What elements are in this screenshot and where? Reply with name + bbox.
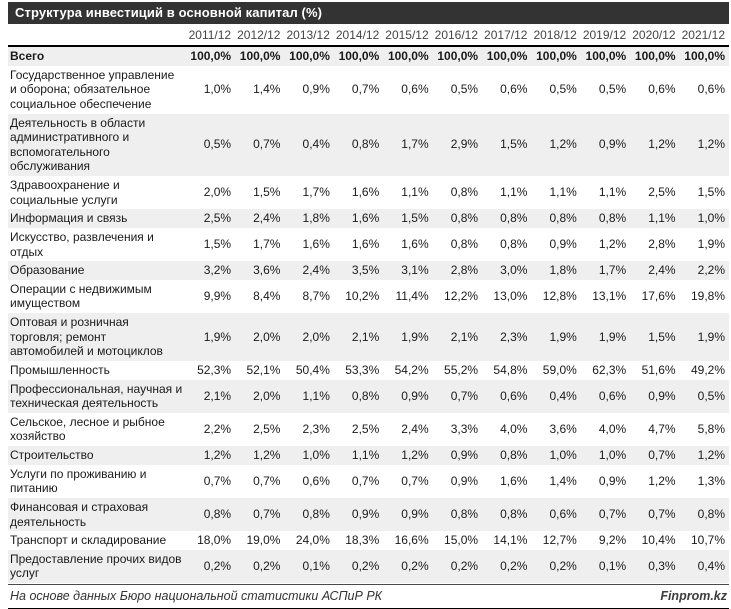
year-header-row <box>8 25 729 46</box>
value-cell: 2,0% <box>253 329 281 344</box>
value-cell: 2,1% <box>203 388 232 403</box>
value-cell: 3,6% <box>253 263 281 278</box>
value-cell: 1,7% <box>598 263 627 278</box>
value-cell: 100,0% <box>585 49 627 63</box>
value-cell: 1,1% <box>401 185 429 200</box>
year-header-cell: 2011/12 <box>187 25 236 46</box>
value-cell: 10,2% <box>345 289 380 304</box>
value-cell: 0,2% <box>253 559 281 574</box>
value-cell: 1,2% <box>648 473 676 488</box>
value-cell: 100,0% <box>437 49 479 63</box>
page-title: Структура инвестиций в основной капитал (%) <box>15 5 323 20</box>
value-cell: 0,9% <box>450 473 479 488</box>
value-cell: 0,6% <box>500 388 528 403</box>
value-cell: 16,6% <box>394 533 429 548</box>
value-cell: 1,6% <box>302 237 330 252</box>
value-cell: 10,4% <box>641 533 676 548</box>
value-cell: 1,3% <box>697 473 725 488</box>
value-cell: 3,6% <box>549 422 577 437</box>
value-cell: 8,4% <box>253 289 281 304</box>
value-cell: 0,5% <box>450 82 479 97</box>
value-cell: 1,1% <box>648 211 676 226</box>
value-cell: 0,7% <box>648 448 676 462</box>
table-row <box>8 531 729 550</box>
value-cell: 0,7% <box>351 82 380 97</box>
table-row <box>8 261 729 280</box>
value-cell: 100,0% <box>684 49 725 63</box>
value-cell: 0,8% <box>450 185 479 200</box>
table-row <box>8 46 729 66</box>
value-cell: 19,0% <box>246 533 281 548</box>
value-cell: 1,1% <box>302 388 330 403</box>
value-cell: 1,2% <box>648 137 676 152</box>
value-cell: 0,6% <box>598 388 627 403</box>
value-cell: 1,5% <box>500 137 528 152</box>
value-cell: 19,8% <box>690 289 725 304</box>
value-cell: 1,8% <box>549 263 577 278</box>
value-cell: 54,8% <box>493 362 528 377</box>
table-row <box>8 413 729 446</box>
value-cell: 54,2% <box>394 362 429 377</box>
year-header-cell: 2013/12 <box>284 25 333 46</box>
value-cell: 15,0% <box>444 533 479 548</box>
table-body <box>8 46 729 583</box>
value-cell: 49,2% <box>690 362 725 377</box>
value-cell: 1,7% <box>253 237 281 252</box>
value-cell: 1,6% <box>351 237 380 252</box>
value-cell: 1,2% <box>253 448 281 462</box>
value-cell: 0,7% <box>450 388 479 403</box>
value-cell: 0,1% <box>598 559 627 574</box>
value-cell: 0,4% <box>302 137 330 152</box>
value-cell: 0,7% <box>253 137 281 152</box>
value-cell: 1,6% <box>401 237 429 252</box>
value-cell: 1,1% <box>549 185 577 200</box>
value-cell: 0,8% <box>500 507 528 522</box>
value-cell: 8,7% <box>302 289 330 304</box>
value-cell: 2,3% <box>500 329 528 344</box>
value-cell: 0,1% <box>302 559 330 574</box>
value-cell: 100,0% <box>190 49 232 63</box>
investment-structure-table <box>8 25 729 583</box>
value-cell: 100,0% <box>338 49 380 63</box>
value-cell: 0,7% <box>401 473 429 488</box>
value-cell: 18,0% <box>197 533 232 548</box>
brand-watermark: Finprom.kz <box>660 589 727 603</box>
value-cell: 1,2% <box>549 137 577 152</box>
value-cell: 0,5% <box>549 82 577 97</box>
value-cell: 9,9% <box>203 289 232 304</box>
value-cell: 2,2% <box>203 422 232 437</box>
value-cell: 1,4% <box>253 82 281 97</box>
table-row <box>8 176 729 209</box>
value-cell: 0,8% <box>203 507 232 522</box>
value-cell: 17,6% <box>641 289 676 304</box>
value-cell: 0,8% <box>549 211 577 226</box>
table-row <box>8 313 729 361</box>
value-cell: 52,3% <box>197 362 232 377</box>
value-cell: 0,2% <box>549 559 577 574</box>
value-cell: 100,0% <box>289 49 330 63</box>
value-cell: 1,5% <box>648 329 676 344</box>
value-cell: 2,9% <box>450 137 479 152</box>
value-cell: 55,2% <box>444 362 479 377</box>
value-cell: 0,8% <box>500 237 528 252</box>
value-cell: 0,6% <box>648 82 676 97</box>
value-cell: 1,1% <box>598 185 627 200</box>
row-label: Предоставление прочих видов услуг <box>10 551 182 581</box>
table-row <box>8 361 729 380</box>
corner-cell <box>8 25 187 46</box>
value-cell: 0,8% <box>351 388 380 403</box>
value-cell: 0,7% <box>203 473 232 488</box>
value-cell: 100,0% <box>387 49 429 63</box>
row-label: Искусство, развлечения и отдых <box>10 229 154 259</box>
value-cell: 51,6% <box>641 362 676 377</box>
value-cell: 4,7% <box>648 422 676 437</box>
value-cell: 1,0% <box>549 448 577 462</box>
value-cell: 1,5% <box>253 185 281 200</box>
row-label: Сельское, лесное и рыбное хозяйство <box>10 414 165 444</box>
row-label: Здравоохранение и социальные услуги <box>10 178 120 207</box>
value-cell: 100,0% <box>634 49 676 63</box>
value-cell: 24,0% <box>295 533 330 548</box>
table-header <box>8 25 729 46</box>
value-cell: 12,8% <box>542 289 577 304</box>
value-cell: 3,3% <box>450 422 479 437</box>
value-cell: 1,2% <box>401 448 429 462</box>
row-label: Оптовая и розничная торговля; ремонт автомобилей и мотоциклов <box>10 315 163 359</box>
value-cell: 2,2% <box>697 263 725 278</box>
value-cell: 2,8% <box>450 263 479 278</box>
value-cell: 1,9% <box>697 237 725 252</box>
value-cell: 0,7% <box>648 507 676 522</box>
value-cell: 2,4% <box>253 211 281 226</box>
row-label: Финансовая и страховая деятельность <box>10 499 149 529</box>
year-header-cell: 2014/12 <box>334 25 383 46</box>
value-cell: 2,0% <box>253 388 281 403</box>
value-cell: 1,9% <box>598 329 627 344</box>
value-cell: 1,6% <box>351 185 380 200</box>
year-header-cell: 2019/12 <box>581 25 630 46</box>
value-cell: 1,6% <box>351 211 380 226</box>
value-cell: 0,4% <box>697 559 725 574</box>
value-cell: 1,2% <box>697 137 725 152</box>
value-cell: 2,0% <box>302 329 330 344</box>
value-cell: 0,6% <box>549 507 577 522</box>
value-cell: 0,7% <box>351 473 380 488</box>
value-cell: 10,7% <box>690 533 725 548</box>
value-cell: 0,6% <box>302 473 330 488</box>
value-cell: 0,5% <box>598 82 627 97</box>
value-cell: 1,7% <box>302 185 330 200</box>
value-cell: 1,8% <box>302 211 330 226</box>
value-cell: 0,9% <box>598 137 627 152</box>
value-cell: 59,0% <box>542 362 577 377</box>
value-cell: 0,6% <box>401 82 429 97</box>
value-cell: 11,4% <box>395 289 429 304</box>
value-cell: 2,1% <box>450 329 479 344</box>
row-label: Профессиональная, научная и техническая деятельность <box>10 381 183 411</box>
value-cell: 2,8% <box>648 237 676 252</box>
table-row <box>8 66 729 114</box>
row-label: Строительство <box>10 448 94 462</box>
footer <box>8 584 729 609</box>
row-label: Деятельность в области административного и вспомогательного обслуживания <box>10 115 146 174</box>
finprom-table-page <box>8 2 729 609</box>
value-cell: 1,9% <box>549 329 577 344</box>
value-cell: 0,2% <box>203 559 232 574</box>
value-cell: 0,8% <box>450 237 479 252</box>
value-cell: 0,8% <box>351 137 380 152</box>
value-cell: 14,1% <box>493 533 528 548</box>
value-cell: 9,2% <box>598 533 627 548</box>
year-header-cell: 2015/12 <box>383 25 432 46</box>
value-cell: 2,5% <box>648 185 676 200</box>
value-cell: 2,5% <box>253 422 281 437</box>
value-cell: 2,0% <box>203 185 232 200</box>
value-cell: 0,6% <box>697 82 725 97</box>
value-cell: 100,0% <box>239 49 281 63</box>
year-header-cell: 2016/12 <box>433 25 482 46</box>
value-cell: 0,5% <box>697 388 725 403</box>
value-cell: 1,2% <box>697 448 725 462</box>
year-header-cell: 2012/12 <box>235 25 284 46</box>
value-cell: 1,5% <box>401 211 429 226</box>
value-cell: 12,7% <box>542 533 577 548</box>
row-label: Промышленность <box>10 362 110 377</box>
value-cell: 0,2% <box>351 559 380 574</box>
value-cell: 0,8% <box>500 448 528 462</box>
source-note: На основе данных Бюро национальной статистики АСПиР РК <box>10 589 383 603</box>
value-cell: 2,4% <box>302 263 330 278</box>
value-cell: 0,3% <box>648 559 676 574</box>
row-label: Услуги по проживанию и питанию <box>10 466 147 496</box>
value-cell: 1,2% <box>598 237 627 252</box>
value-cell: 100,0% <box>486 49 528 63</box>
value-cell: 3,2% <box>203 263 232 278</box>
table-row <box>8 380 729 413</box>
value-cell: 1,0% <box>598 448 627 462</box>
value-cell: 53,3% <box>345 362 380 377</box>
value-cell: 2,4% <box>401 422 429 437</box>
value-cell: 2,5% <box>351 422 380 437</box>
value-cell: 0,6% <box>500 82 528 97</box>
value-cell: 100,0% <box>536 49 577 63</box>
table-row <box>8 114 729 177</box>
value-cell: 2,3% <box>302 422 330 437</box>
value-cell: 1,9% <box>697 329 725 344</box>
value-cell: 0,9% <box>401 388 429 403</box>
value-cell: 0,7% <box>253 473 281 488</box>
value-cell: 18,3% <box>345 533 380 548</box>
value-cell: 1,6% <box>500 473 528 488</box>
value-cell: 0,4% <box>549 388 577 403</box>
value-cell: 3,0% <box>500 263 528 278</box>
value-cell: 0,8% <box>500 211 528 226</box>
value-cell: 1,7% <box>401 137 429 152</box>
value-cell: 0,8% <box>697 507 725 522</box>
year-header-cell: 2018/12 <box>531 25 580 46</box>
value-cell: 0,9% <box>302 82 330 97</box>
table-row <box>8 228 729 261</box>
value-cell: 50,4% <box>295 362 330 377</box>
value-cell: 1,5% <box>203 237 232 252</box>
value-cell: 1,9% <box>401 329 429 344</box>
row-label: Транспорт и складирование <box>10 533 167 548</box>
value-cell: 2,1% <box>351 329 380 344</box>
value-cell: 2,5% <box>203 211 232 226</box>
value-cell: 0,9% <box>648 388 676 403</box>
value-cell: 1,1% <box>500 185 528 200</box>
value-cell: 1,9% <box>203 329 232 344</box>
value-cell: 1,0% <box>302 448 330 462</box>
row-label: Информация и связь <box>10 211 128 226</box>
value-cell: 5,8% <box>697 422 725 437</box>
value-cell: 0,5% <box>203 137 232 152</box>
row-label: Образование <box>10 263 85 278</box>
value-cell: 4,0% <box>598 422 627 437</box>
value-cell: 0,9% <box>598 473 627 488</box>
year-header-cell: 2017/12 <box>482 25 531 46</box>
row-label: Всего <box>10 49 45 63</box>
value-cell: 0,2% <box>450 559 479 574</box>
value-cell: 0,8% <box>598 211 627 226</box>
value-cell: 0,9% <box>450 448 479 462</box>
value-cell: 0,2% <box>500 559 528 574</box>
table-row <box>8 280 729 313</box>
value-cell: 12,2% <box>444 289 479 304</box>
value-cell: 62,3% <box>592 362 627 377</box>
year-header-cell: 2020/12 <box>630 25 679 46</box>
value-cell: 2,4% <box>648 263 676 278</box>
table-row <box>8 446 729 465</box>
value-cell: 0,8% <box>302 507 330 522</box>
value-cell: 0,2% <box>401 559 429 574</box>
value-cell: 1,4% <box>549 473 577 488</box>
value-cell: 0,7% <box>598 507 627 522</box>
value-cell: 0,7% <box>253 507 281 522</box>
value-cell: 0,8% <box>450 211 479 226</box>
value-cell: 1,5% <box>697 185 725 200</box>
title-bar <box>8 2 729 24</box>
value-cell: 3,1% <box>401 263 429 278</box>
value-cell: 1,0% <box>203 82 232 97</box>
value-cell: 13,0% <box>493 289 528 304</box>
value-cell: 4,0% <box>500 422 528 437</box>
table-row <box>8 465 729 498</box>
year-header-cell: 2021/12 <box>680 25 729 46</box>
table-row <box>8 498 729 531</box>
value-cell: 1,1% <box>351 448 380 462</box>
value-cell: 1,2% <box>203 448 232 462</box>
row-label: Государственное управление и оборона; обязательное социальное обеспечение <box>10 67 175 111</box>
table-row <box>8 550 729 583</box>
value-cell: 0,9% <box>549 237 577 252</box>
value-cell: 1,0% <box>697 211 725 226</box>
value-cell: 0,9% <box>401 507 429 522</box>
value-cell: 13,1% <box>592 289 627 304</box>
value-cell: 52,1% <box>246 362 281 377</box>
table-row <box>8 209 729 228</box>
row-label: Операции с недвижимым имуществом <box>10 281 152 311</box>
value-cell: 0,8% <box>450 507 479 522</box>
value-cell: 3,5% <box>351 263 380 278</box>
value-cell: 0,9% <box>351 507 380 522</box>
